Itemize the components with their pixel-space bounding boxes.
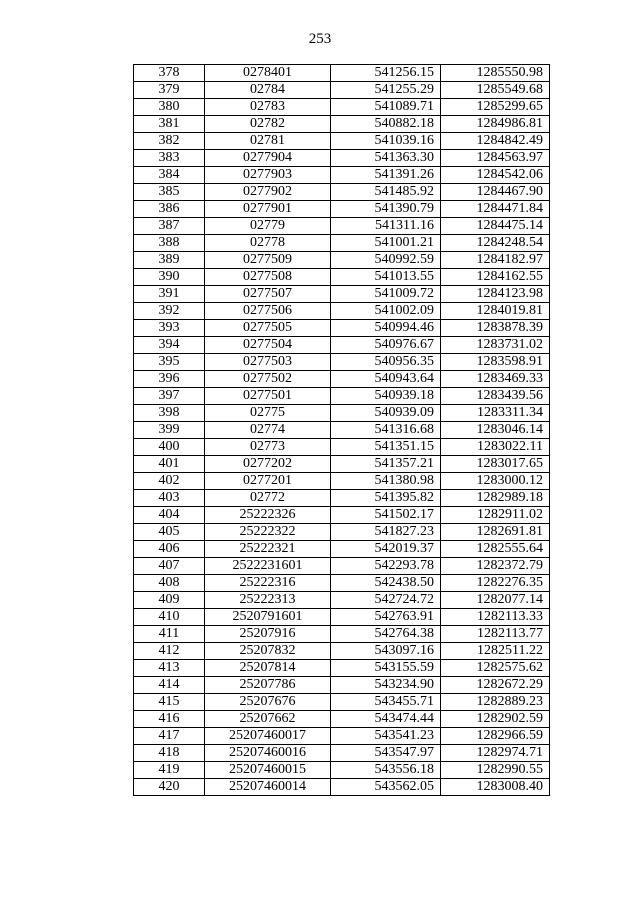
y-coordinate-cell: 1282077.14 xyxy=(441,592,550,609)
table-row xyxy=(134,235,550,252)
point-number-cell: 397 xyxy=(134,388,205,405)
x-coordinate-cell: 541256.15 xyxy=(331,65,441,82)
x-coordinate-cell: 543097.16 xyxy=(331,643,441,660)
point-code-cell: 25207676 xyxy=(205,694,331,711)
y-coordinate-cell: 1284986.81 xyxy=(441,116,550,133)
point-number-cell: 415 xyxy=(134,694,205,711)
y-coordinate-cell: 1283878.39 xyxy=(441,320,550,337)
x-coordinate-cell: 541357.21 xyxy=(331,456,441,473)
point-code-cell: 25222326 xyxy=(205,507,331,524)
x-coordinate-cell: 541316.68 xyxy=(331,422,441,439)
x-coordinate-cell: 541013.55 xyxy=(331,269,441,286)
x-coordinate-cell: 541380.98 xyxy=(331,473,441,490)
point-code-cell: 0277507 xyxy=(205,286,331,303)
point-number-cell: 391 xyxy=(134,286,205,303)
y-coordinate-cell: 1283598.91 xyxy=(441,354,550,371)
point-code-cell: 02775 xyxy=(205,405,331,422)
x-coordinate-cell: 541485.92 xyxy=(331,184,441,201)
x-coordinate-cell: 541009.72 xyxy=(331,286,441,303)
point-number-cell: 405 xyxy=(134,524,205,541)
table-row xyxy=(134,745,550,762)
x-coordinate-cell: 540939.09 xyxy=(331,405,441,422)
x-coordinate-cell: 542764.38 xyxy=(331,626,441,643)
point-number-cell: 381 xyxy=(134,116,205,133)
point-number-cell: 409 xyxy=(134,592,205,609)
point-code-cell: 2522231601 xyxy=(205,558,331,575)
point-number-cell: 395 xyxy=(134,354,205,371)
point-code-cell: 0277903 xyxy=(205,167,331,184)
point-number-cell: 394 xyxy=(134,337,205,354)
point-number-cell: 385 xyxy=(134,184,205,201)
y-coordinate-cell: 1282113.77 xyxy=(441,626,550,643)
table-row xyxy=(134,116,550,133)
point-number-cell: 398 xyxy=(134,405,205,422)
table-row xyxy=(134,711,550,728)
point-code-cell: 0277904 xyxy=(205,150,331,167)
y-coordinate-cell: 1282511.22 xyxy=(441,643,550,660)
table-row xyxy=(134,150,550,167)
point-number-cell: 400 xyxy=(134,439,205,456)
y-coordinate-cell: 1284248.54 xyxy=(441,235,550,252)
point-number-cell: 411 xyxy=(134,626,205,643)
table-row xyxy=(134,524,550,541)
y-coordinate-cell: 1284019.81 xyxy=(441,303,550,320)
table-row xyxy=(134,303,550,320)
x-coordinate-cell: 541395.82 xyxy=(331,490,441,507)
y-coordinate-cell: 1283311.34 xyxy=(441,405,550,422)
table-row xyxy=(134,762,550,779)
x-coordinate-cell: 543234.90 xyxy=(331,677,441,694)
table-row xyxy=(134,65,550,82)
point-code-cell: 02774 xyxy=(205,422,331,439)
y-coordinate-cell: 1282276.35 xyxy=(441,575,550,592)
point-number-cell: 383 xyxy=(134,150,205,167)
x-coordinate-cell: 542724.72 xyxy=(331,592,441,609)
table-row xyxy=(134,558,550,575)
point-code-cell: 25222316 xyxy=(205,575,331,592)
point-code-cell: 0277508 xyxy=(205,269,331,286)
table-row xyxy=(134,507,550,524)
x-coordinate-cell: 540882.18 xyxy=(331,116,441,133)
point-code-cell: 02773 xyxy=(205,439,331,456)
point-code-cell: 02782 xyxy=(205,116,331,133)
x-coordinate-cell: 540943.64 xyxy=(331,371,441,388)
y-coordinate-cell: 1282966.59 xyxy=(441,728,550,745)
table-row xyxy=(134,490,550,507)
table-row xyxy=(134,609,550,626)
coordinates-table xyxy=(133,64,550,796)
point-number-cell: 379 xyxy=(134,82,205,99)
table-row xyxy=(134,592,550,609)
table-row xyxy=(134,337,550,354)
point-number-cell: 396 xyxy=(134,371,205,388)
x-coordinate-cell: 540992.59 xyxy=(331,252,441,269)
point-code-cell: 25207460015 xyxy=(205,762,331,779)
point-number-cell: 407 xyxy=(134,558,205,575)
point-code-cell: 02783 xyxy=(205,99,331,116)
point-number-cell: 416 xyxy=(134,711,205,728)
point-code-cell: 02784 xyxy=(205,82,331,99)
point-number-cell: 418 xyxy=(134,745,205,762)
point-code-cell: 02778 xyxy=(205,235,331,252)
y-coordinate-cell: 1283022.11 xyxy=(441,439,550,456)
point-code-cell: 0277509 xyxy=(205,252,331,269)
point-number-cell: 387 xyxy=(134,218,205,235)
point-number-cell: 392 xyxy=(134,303,205,320)
y-coordinate-cell: 1283439.56 xyxy=(441,388,550,405)
y-coordinate-cell: 1284123.98 xyxy=(441,286,550,303)
table-row xyxy=(134,99,550,116)
point-number-cell: 382 xyxy=(134,133,205,150)
x-coordinate-cell: 541255.29 xyxy=(331,82,441,99)
table-row xyxy=(134,660,550,677)
point-number-cell: 402 xyxy=(134,473,205,490)
point-code-cell: 0277502 xyxy=(205,371,331,388)
x-coordinate-cell: 543556.18 xyxy=(331,762,441,779)
point-code-cell: 0277902 xyxy=(205,184,331,201)
y-coordinate-cell: 1283008.40 xyxy=(441,779,550,796)
table-row xyxy=(134,218,550,235)
point-number-cell: 403 xyxy=(134,490,205,507)
y-coordinate-cell: 1283017.65 xyxy=(441,456,550,473)
y-coordinate-cell: 1284842.49 xyxy=(441,133,550,150)
table-row xyxy=(134,422,550,439)
x-coordinate-cell: 543155.59 xyxy=(331,660,441,677)
table-row xyxy=(134,201,550,218)
table-row xyxy=(134,643,550,660)
y-coordinate-cell: 1284467.90 xyxy=(441,184,550,201)
x-coordinate-cell: 541827.23 xyxy=(331,524,441,541)
point-number-cell: 408 xyxy=(134,575,205,592)
x-coordinate-cell: 540976.67 xyxy=(331,337,441,354)
point-code-cell: 0277202 xyxy=(205,456,331,473)
point-code-cell: 0277901 xyxy=(205,201,331,218)
point-number-cell: 390 xyxy=(134,269,205,286)
y-coordinate-cell: 1283469.33 xyxy=(441,371,550,388)
table-row xyxy=(134,371,550,388)
y-coordinate-cell: 1284475.14 xyxy=(441,218,550,235)
point-code-cell: 25207786 xyxy=(205,677,331,694)
point-number-cell: 413 xyxy=(134,660,205,677)
point-number-cell: 419 xyxy=(134,762,205,779)
y-coordinate-cell: 1282691.81 xyxy=(441,524,550,541)
point-code-cell: 0277503 xyxy=(205,354,331,371)
table-row xyxy=(134,779,550,796)
x-coordinate-cell: 540939.18 xyxy=(331,388,441,405)
table-row xyxy=(134,269,550,286)
table-row xyxy=(134,541,550,558)
table-row xyxy=(134,405,550,422)
table-row xyxy=(134,184,550,201)
point-number-cell: 388 xyxy=(134,235,205,252)
y-coordinate-cell: 1284162.55 xyxy=(441,269,550,286)
x-coordinate-cell: 541039.16 xyxy=(331,133,441,150)
x-coordinate-cell: 541311.16 xyxy=(331,218,441,235)
x-coordinate-cell: 541089.71 xyxy=(331,99,441,116)
y-coordinate-cell: 1284563.97 xyxy=(441,150,550,167)
y-coordinate-cell: 1285549.68 xyxy=(441,82,550,99)
y-coordinate-cell: 1282889.23 xyxy=(441,694,550,711)
point-code-cell: 25207832 xyxy=(205,643,331,660)
point-code-cell: 25222321 xyxy=(205,541,331,558)
x-coordinate-cell: 543541.23 xyxy=(331,728,441,745)
x-coordinate-cell: 541391.26 xyxy=(331,167,441,184)
y-coordinate-cell: 1282555.64 xyxy=(441,541,550,558)
y-coordinate-cell: 1282575.62 xyxy=(441,660,550,677)
y-coordinate-cell: 1282113.33 xyxy=(441,609,550,626)
point-code-cell: 0277504 xyxy=(205,337,331,354)
y-coordinate-cell: 1284182.97 xyxy=(441,252,550,269)
x-coordinate-cell: 543455.71 xyxy=(331,694,441,711)
y-coordinate-cell: 1284471.84 xyxy=(441,201,550,218)
y-coordinate-cell: 1282911.02 xyxy=(441,507,550,524)
x-coordinate-cell: 541363.30 xyxy=(331,150,441,167)
x-coordinate-cell: 541502.17 xyxy=(331,507,441,524)
table-row xyxy=(134,456,550,473)
point-code-cell: 0277501 xyxy=(205,388,331,405)
point-number-cell: 406 xyxy=(134,541,205,558)
point-code-cell: 2520791601 xyxy=(205,609,331,626)
coordinates-table-body xyxy=(134,65,550,796)
y-coordinate-cell: 1285550.98 xyxy=(441,65,550,82)
point-number-cell: 378 xyxy=(134,65,205,82)
y-coordinate-cell: 1284542.06 xyxy=(441,167,550,184)
table-row xyxy=(134,439,550,456)
table-row xyxy=(134,354,550,371)
table-row xyxy=(134,286,550,303)
point-number-cell: 401 xyxy=(134,456,205,473)
table-row xyxy=(134,575,550,592)
table-row xyxy=(134,133,550,150)
point-code-cell: 25207460017 xyxy=(205,728,331,745)
y-coordinate-cell: 1285299.65 xyxy=(441,99,550,116)
y-coordinate-cell: 1282990.55 xyxy=(441,762,550,779)
y-coordinate-cell: 1282672.29 xyxy=(441,677,550,694)
y-coordinate-cell: 1282902.59 xyxy=(441,711,550,728)
table-row xyxy=(134,320,550,337)
table-row xyxy=(134,473,550,490)
point-number-cell: 412 xyxy=(134,643,205,660)
y-coordinate-cell: 1282989.18 xyxy=(441,490,550,507)
y-coordinate-cell: 1282974.71 xyxy=(441,745,550,762)
table-row xyxy=(134,388,550,405)
point-number-cell: 420 xyxy=(134,779,205,796)
point-number-cell: 414 xyxy=(134,677,205,694)
point-number-cell: 417 xyxy=(134,728,205,745)
point-code-cell: 0278401 xyxy=(205,65,331,82)
y-coordinate-cell: 1283731.02 xyxy=(441,337,550,354)
point-code-cell: 25207460014 xyxy=(205,779,331,796)
point-code-cell: 25207916 xyxy=(205,626,331,643)
point-code-cell: 02779 xyxy=(205,218,331,235)
point-code-cell: 25207814 xyxy=(205,660,331,677)
x-coordinate-cell: 540956.35 xyxy=(331,354,441,371)
x-coordinate-cell: 540994.46 xyxy=(331,320,441,337)
table-row xyxy=(134,677,550,694)
x-coordinate-cell: 543562.05 xyxy=(331,779,441,796)
point-number-cell: 389 xyxy=(134,252,205,269)
x-coordinate-cell: 542763.91 xyxy=(331,609,441,626)
table-row xyxy=(134,728,550,745)
table-row xyxy=(134,626,550,643)
point-number-cell: 393 xyxy=(134,320,205,337)
point-code-cell: 02772 xyxy=(205,490,331,507)
x-coordinate-cell: 543547.97 xyxy=(331,745,441,762)
table-row xyxy=(134,167,550,184)
y-coordinate-cell: 1282372.79 xyxy=(441,558,550,575)
point-code-cell: 25207460016 xyxy=(205,745,331,762)
x-coordinate-cell: 541390.79 xyxy=(331,201,441,218)
table-row xyxy=(134,252,550,269)
table-row xyxy=(134,82,550,99)
y-coordinate-cell: 1283046.14 xyxy=(441,422,550,439)
x-coordinate-cell: 541002.09 xyxy=(331,303,441,320)
point-code-cell: 25207662 xyxy=(205,711,331,728)
y-coordinate-cell: 1283000.12 xyxy=(441,473,550,490)
point-number-cell: 399 xyxy=(134,422,205,439)
point-code-cell: 02781 xyxy=(205,133,331,150)
point-number-cell: 386 xyxy=(134,201,205,218)
point-code-cell: 25222322 xyxy=(205,524,331,541)
x-coordinate-cell: 542293.78 xyxy=(331,558,441,575)
table-row xyxy=(134,694,550,711)
point-code-cell: 0277505 xyxy=(205,320,331,337)
point-number-cell: 404 xyxy=(134,507,205,524)
x-coordinate-cell: 543474.44 xyxy=(331,711,441,728)
page-number: 253 xyxy=(308,31,332,47)
point-code-cell: 0277506 xyxy=(205,303,331,320)
point-code-cell: 0277201 xyxy=(205,473,331,490)
point-number-cell: 380 xyxy=(134,99,205,116)
x-coordinate-cell: 542438.50 xyxy=(331,575,441,592)
x-coordinate-cell: 541351.15 xyxy=(331,439,441,456)
point-number-cell: 384 xyxy=(134,167,205,184)
x-coordinate-cell: 542019.37 xyxy=(331,541,441,558)
point-code-cell: 25222313 xyxy=(205,592,331,609)
point-number-cell: 410 xyxy=(134,609,205,626)
x-coordinate-cell: 541001.21 xyxy=(331,235,441,252)
